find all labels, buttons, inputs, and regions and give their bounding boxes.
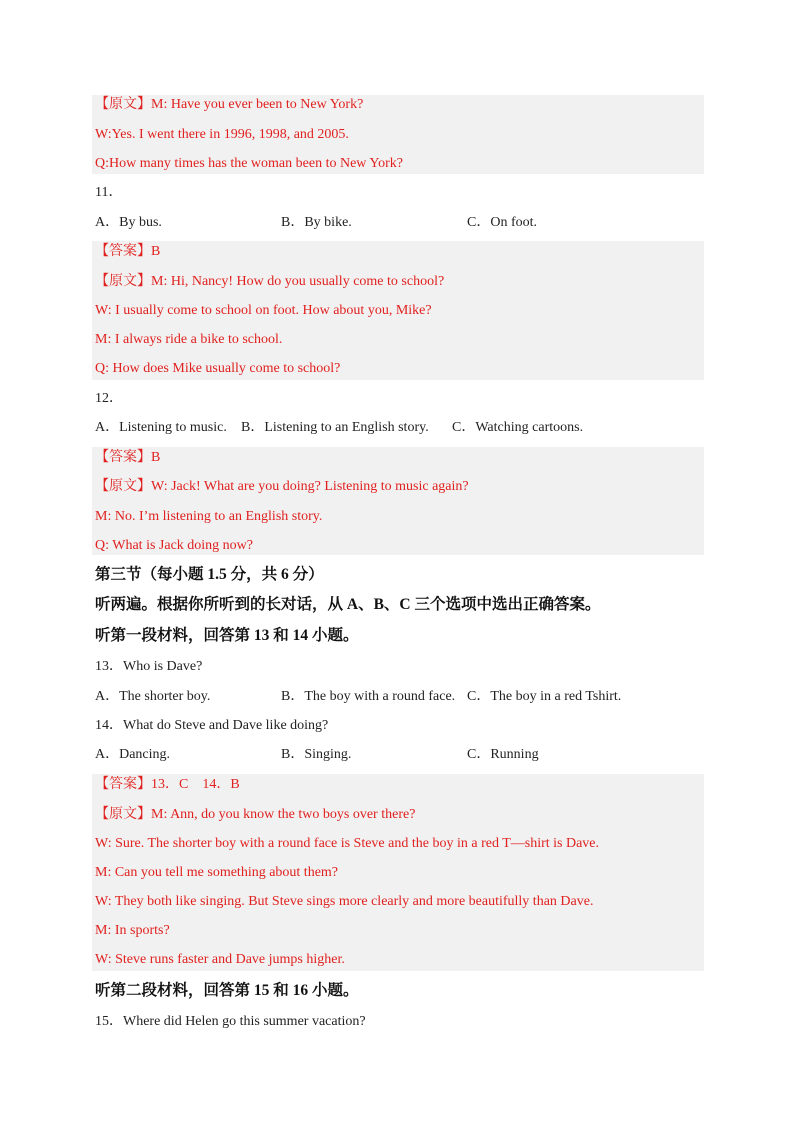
answer-line: 【答案】B bbox=[95, 244, 161, 259]
option-b: B．By bike. bbox=[281, 215, 352, 230]
transcript-line: M: In sports? bbox=[95, 923, 170, 938]
option-c: C．Watching cartoons. bbox=[452, 420, 584, 435]
transcript-line: W: They both like singing. But Steve sings more clearly and more beautifully than Dave. bbox=[95, 894, 594, 909]
material-heading-1: 听第一段材料，回答第 13 和 14 小题。 bbox=[95, 627, 359, 644]
option-b: B．Singing. bbox=[281, 747, 352, 762]
transcript-line: Q: What is Jack doing now? bbox=[95, 538, 253, 553]
option-a: A．By bus. bbox=[95, 215, 162, 230]
transcript-line: M: Can you tell me something about them? bbox=[95, 865, 339, 880]
question-15: 15．Where did Helen go this summer vacation? bbox=[95, 1014, 366, 1029]
material-heading-2: 听第二段材料，回答第 15 和 16 小题。 bbox=[95, 982, 359, 999]
transcript-line: 【原文】M: Hi, Nancy! How do you usually come to school? bbox=[95, 274, 445, 289]
transcript-line: Q: How does Mike usually come to school? bbox=[95, 361, 341, 376]
option-a: A．Dancing. bbox=[95, 747, 171, 762]
transcript-line: W: Sure. The shorter boy with a round face is Steve and the boy in a red T—shirt is Dave. bbox=[95, 836, 600, 851]
option-a: A．Listening to music. bbox=[95, 420, 227, 435]
option-c: C．On foot. bbox=[467, 215, 537, 230]
question-14: 14．What do Steve and Dave like doing? bbox=[95, 718, 329, 733]
option-c: C．The boy in a red Tshirt. bbox=[467, 689, 622, 704]
option-b: B．Listening to an English story. bbox=[241, 420, 429, 435]
answer-line: 【答案】13．C 14．B bbox=[95, 777, 240, 792]
question-number-11: 11． bbox=[95, 185, 123, 200]
question-13: 13．Who is Dave? bbox=[95, 659, 203, 674]
transcript-line: W:Yes. I went there in 1996, 1998, and 2005. bbox=[95, 127, 349, 142]
option-b: B．The boy with a round face. bbox=[281, 689, 456, 704]
question-number-12: 12． bbox=[95, 391, 123, 406]
option-a: A．The shorter boy. bbox=[95, 689, 211, 704]
transcript-line: W: I usually come to school on foot. How about you, Mike? bbox=[95, 303, 432, 318]
transcript-line: Q:How many times has the woman been to New York? bbox=[95, 156, 403, 171]
section-instruction: 听两遍。根据你所听到的长对话，从 A、B、C 三个选项中选出正确答案。 bbox=[95, 596, 601, 613]
transcript-line: M: I always ride a bike to school. bbox=[95, 332, 283, 347]
answer-line: 【答案】B bbox=[95, 450, 161, 465]
transcript-line: M: No. I’m listening to an English story. bbox=[95, 509, 323, 524]
transcript-line: W: Steve runs faster and Dave jumps higher. bbox=[95, 952, 345, 967]
section-title: 第三节（每小题 1.5 分，共 6 分） bbox=[95, 566, 324, 583]
transcript-line: 【原文】M: Have you ever been to New York? bbox=[95, 97, 364, 112]
transcript-line: 【原文】W: Jack! What are you doing? Listening to music again? bbox=[95, 479, 469, 494]
transcript-line: 【原文】M: Ann, do you know the two boys over there? bbox=[95, 807, 416, 822]
option-c: C．Running bbox=[467, 747, 539, 762]
